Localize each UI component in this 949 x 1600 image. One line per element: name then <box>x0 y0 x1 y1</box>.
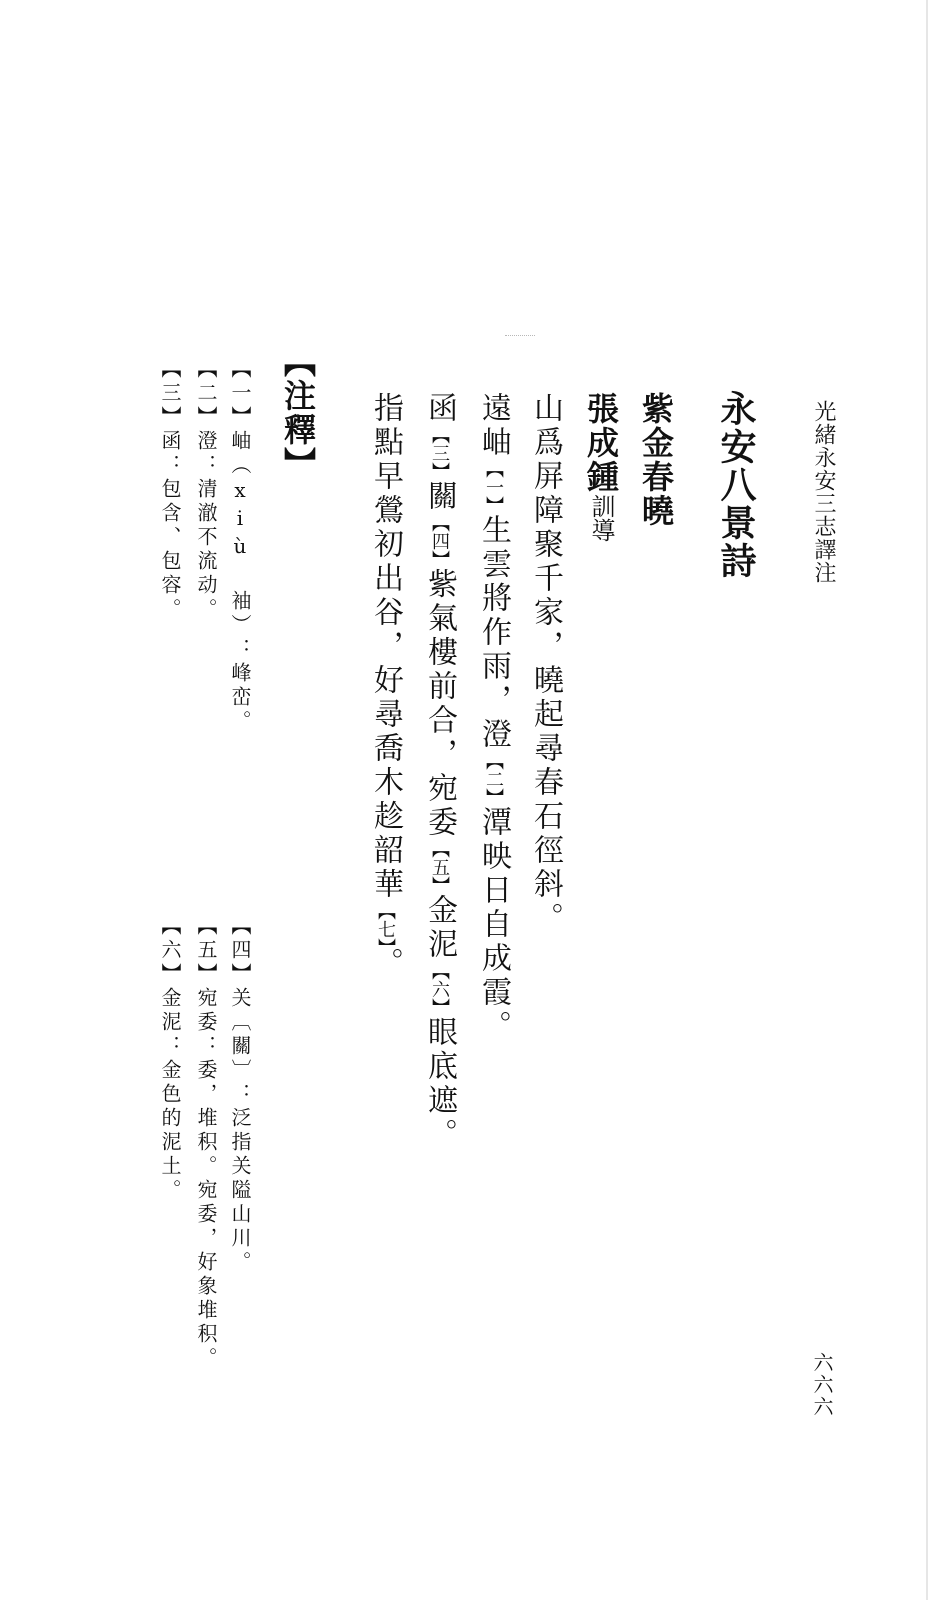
poem-line-text: 潭映日自成霞。 <box>476 806 511 1044</box>
note-item-6: 【六】金泥：金色的泥土。 <box>158 915 182 1203</box>
poem-line-text: 眼底遮。 <box>422 1016 457 1152</box>
poem-line-text: 。 <box>368 947 403 981</box>
poem-line-2 <box>476 392 511 1044</box>
note-marker-3: 【三】 <box>429 426 450 480</box>
note-marker-1: 【一】 <box>483 460 504 514</box>
page-edge-line <box>926 0 928 1600</box>
poem-line-text: 金泥 <box>422 894 457 962</box>
poem-line-text: 山爲屏障聚千家，曉起尋春石徑斜。 <box>528 392 563 936</box>
note-marker-5: 【五】 <box>429 840 450 894</box>
poem-line-3 <box>422 392 457 1152</box>
note-marker-4: 【四】 <box>429 514 450 568</box>
note-marker-2: 【二】 <box>483 752 504 806</box>
note-item-1: 【一】岫（xiù 袖）：峰峦。 <box>228 358 252 734</box>
running-head: 光緒永安三志譯注 <box>811 400 836 584</box>
poem-line-text: 生雲將作雨，澄 <box>476 514 511 752</box>
page-number: 六六六 <box>810 1352 834 1418</box>
note-marker-7: 【七】 <box>375 902 396 947</box>
poem-line-text: 指點早鶯初出谷，好尋喬木趁韶華 <box>368 392 403 902</box>
poem-line-4 <box>368 392 403 981</box>
note-item-2: 【二】澄：清澈不流动。 <box>194 358 218 622</box>
poem-line-text: 紫氣樓前合，宛委 <box>422 568 457 840</box>
poem-title: 紫金春曉 <box>637 392 675 528</box>
note-item-4: 【四】关〔關〕：泛指关隘山川。 <box>228 915 252 1275</box>
poem-line-text: 關 <box>422 480 457 514</box>
note-marker-6: 【六】 <box>429 962 450 1016</box>
poem-line-text: 函 <box>422 392 457 426</box>
author-name: 張成鍾 <box>582 392 620 494</box>
poem-line-1 <box>528 392 563 936</box>
scan-artifact <box>505 335 535 339</box>
author-role: 訓導 <box>587 494 615 542</box>
note-item-5: 【五】宛委：委，堆积。宛委，好象堆积。 <box>194 915 218 1371</box>
poem-author <box>582 392 620 542</box>
note-item-3: 【三】函：包含、包容。 <box>158 358 182 622</box>
section-title: 永安八景詩 <box>715 390 757 580</box>
notes-heading: 【注釋】 <box>279 345 317 481</box>
poem-line-text: 遠岫 <box>476 392 511 460</box>
